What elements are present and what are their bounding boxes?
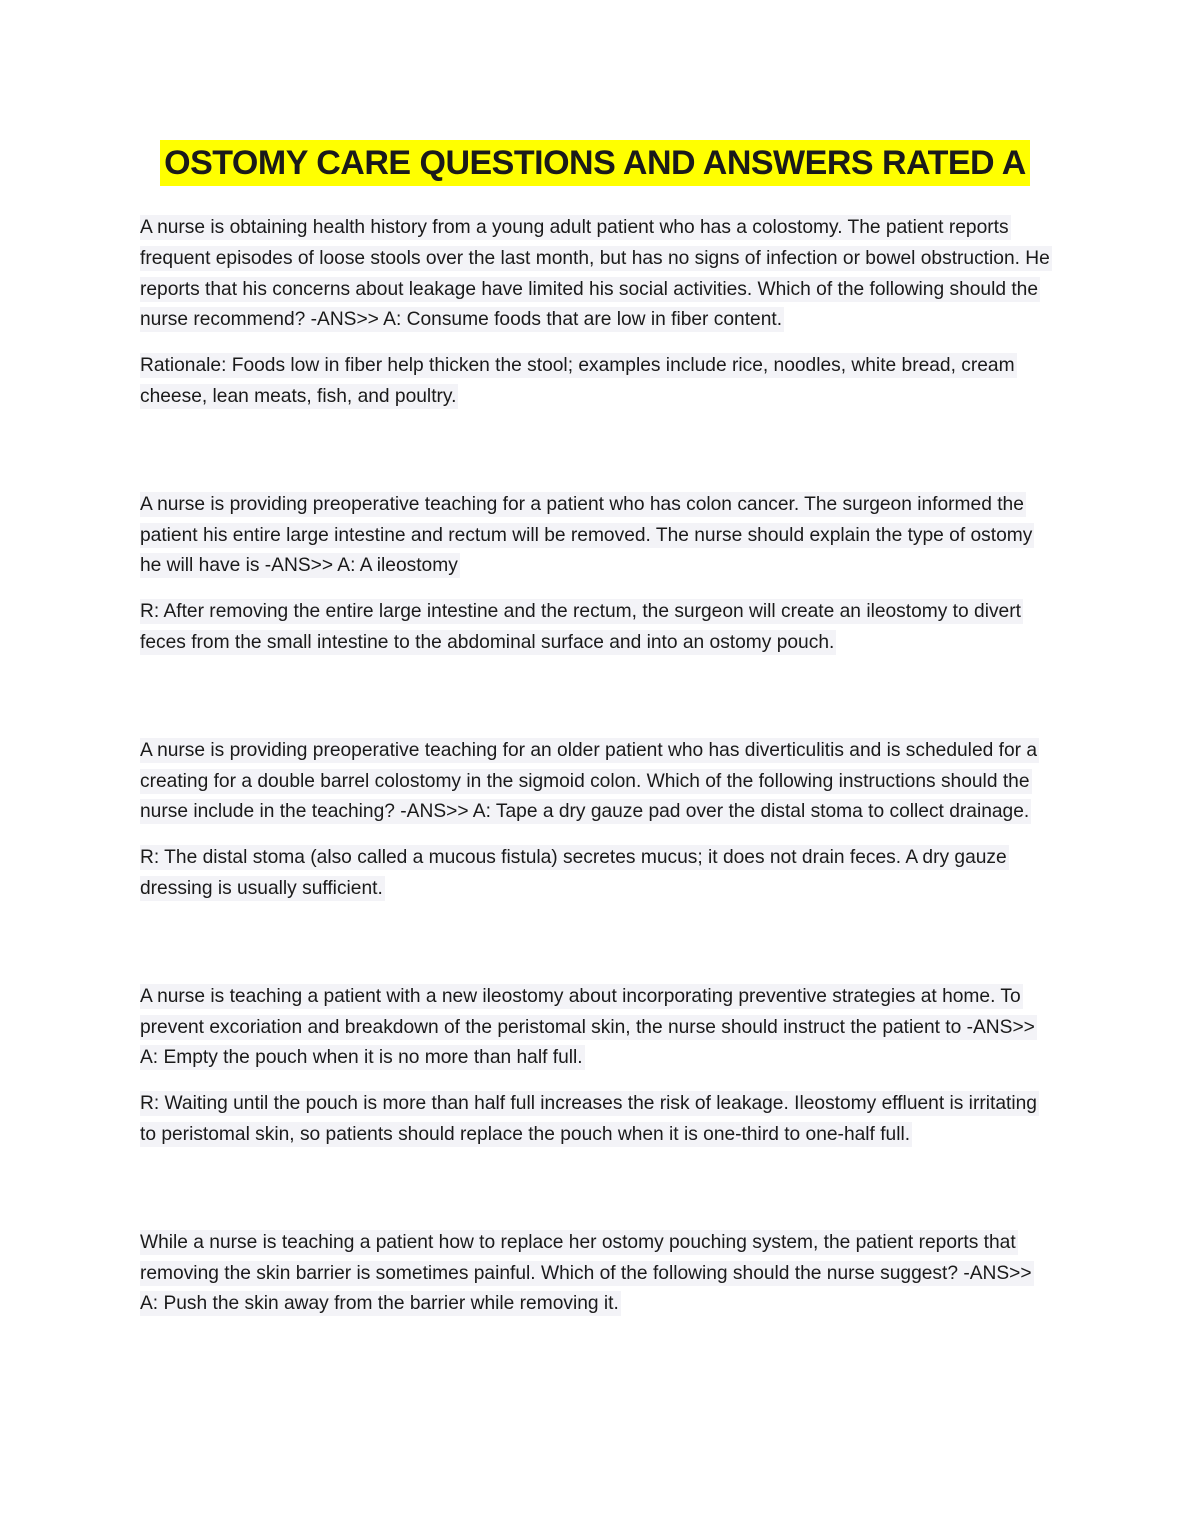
document-body [140,213,1050,1335]
rationale-4-text: R: Waiting until the pouch is more than half full increases the risk of leakage. Ileostomy effluent is irritating to peristomal skin, so patients should replace the pouch when it is one-third to one-half full. [140,1093,1037,1145]
question-2 [140,490,1050,582]
question-5-text: While a nurse is teaching a patient how to replace her ostomy pouching system, the patient reports that removing the skin barrier is sometimes painful. Which of the following should the nurse suggest? -ANS>> A: Push the skin away from the barrier while removing it. [140,1231,1032,1315]
rationale-3 [140,843,1050,905]
question-3 [140,736,1050,828]
question-4 [140,982,1050,1074]
question-3-text: A nurse is providing preoperative teaching for an older patient who has diverticulitis and is scheduled for a creating for a double barrel colostomy in the sigmoid colon. Which of the following instructions should the nurse include in the teaching? -ANS>> A: Tape a dry gauze pad over the distal stoma to collect drainage. [140,739,1038,823]
question-5 [140,1228,1050,1320]
rationale-3-text: R: The distal stoma (also called a mucous fistula) secretes mucus; it does not drain feces. A dry gauze dressing is usually sufficient. [140,847,1007,899]
question-4-text: A nurse is teaching a patient with a new ileostomy about incorporating preventive strategies at home. To prevent excoriation and breakdown of the peristomal skin, the nurse should instruct the patient to -ANS>> A: Empty the pouch when it is no more than half full. [140,985,1035,1069]
title-container [0,140,1190,186]
rationale-1-text: Rationale: Foods low in fiber help thicken the stool; examples include rice, noodles, white bread, cream cheese, lean meats, fish, and poultry. [140,355,1015,407]
rationale-2-text: R: After removing the entire large intestine and the rectum, the surgeon will create an ileostomy to divert feces from the small intestine to the abdominal surface and into an ostomy pouch. [140,601,1021,653]
rationale-4 [140,1089,1050,1151]
document-title: OSTOMY CARE QUESTIONS AND ANSWERS RATED A [160,140,1030,186]
question-1 [140,213,1050,336]
rationale-2 [140,597,1050,659]
question-1-text: A nurse is obtaining health history from a young adult patient who has a colostomy. The patient reports frequent episodes of loose stools over the last month, but has no signs of infection or bowel obstruction. He reports that his concerns about leakage have limited his social activities. Which of the following should the nurse recommend? -ANS>> A: Consume foods that are low in fiber content. [140,217,1050,331]
rationale-1 [140,351,1050,413]
question-2-text: A nurse is providing preoperative teaching for a patient who has colon cancer. The surgeon informed the patient his entire large intestine and rectum will be removed. The nurse should explain the type of ostomy he will have is -ANS>> A: A ileostomy [140,493,1033,577]
